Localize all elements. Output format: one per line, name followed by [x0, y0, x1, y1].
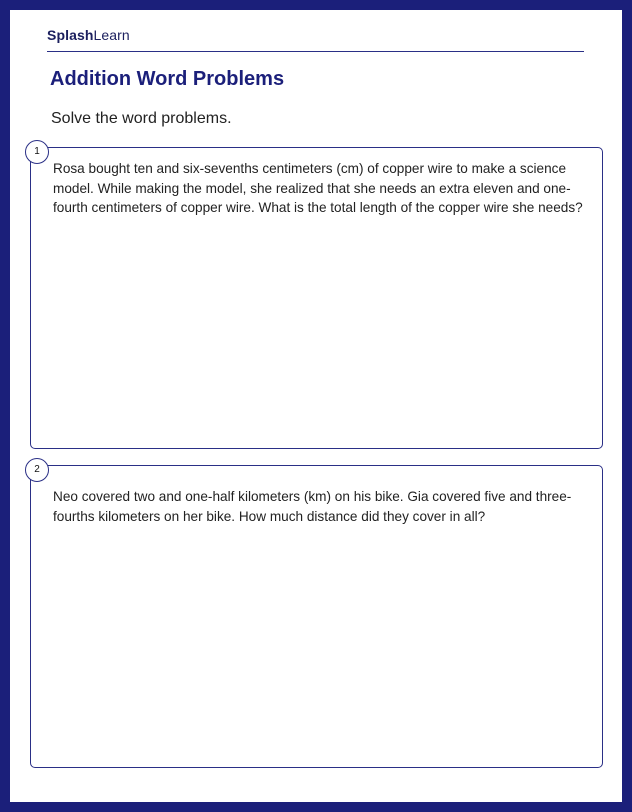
problem-2-text: Neo covered two and one-half kilometers (km) on his bike. Gia covered five and three-fourths kilometers on her bike. How much distance did they cover in all?	[53, 489, 572, 524]
brand-logo	[47, 27, 130, 43]
worksheet-page	[10, 10, 622, 802]
worksheet-title: Addition Word Problems	[50, 68, 285, 90]
problem-1-text: Rosa bought ten and six-sevenths centimeters (cm) of copper wire to make a science model. While making the model, she realized that she needs an extra eleven and one-fourth centimeters of copper wire. What is the total length of the copper wire she needs?	[53, 161, 583, 215]
worksheet-instructions: Solve the word problems.	[51, 110, 232, 127]
problem-2-answer-box[interactable]	[30, 465, 603, 768]
header-divider	[47, 51, 584, 52]
problem-2-number-badge: 2	[25, 458, 49, 482]
problem-1-answer-box[interactable]	[30, 147, 603, 449]
brand-logo-strong: Splash	[47, 27, 94, 43]
brand-logo-light: Learn	[93, 27, 130, 43]
problem-1-number-badge: 1	[25, 140, 49, 164]
